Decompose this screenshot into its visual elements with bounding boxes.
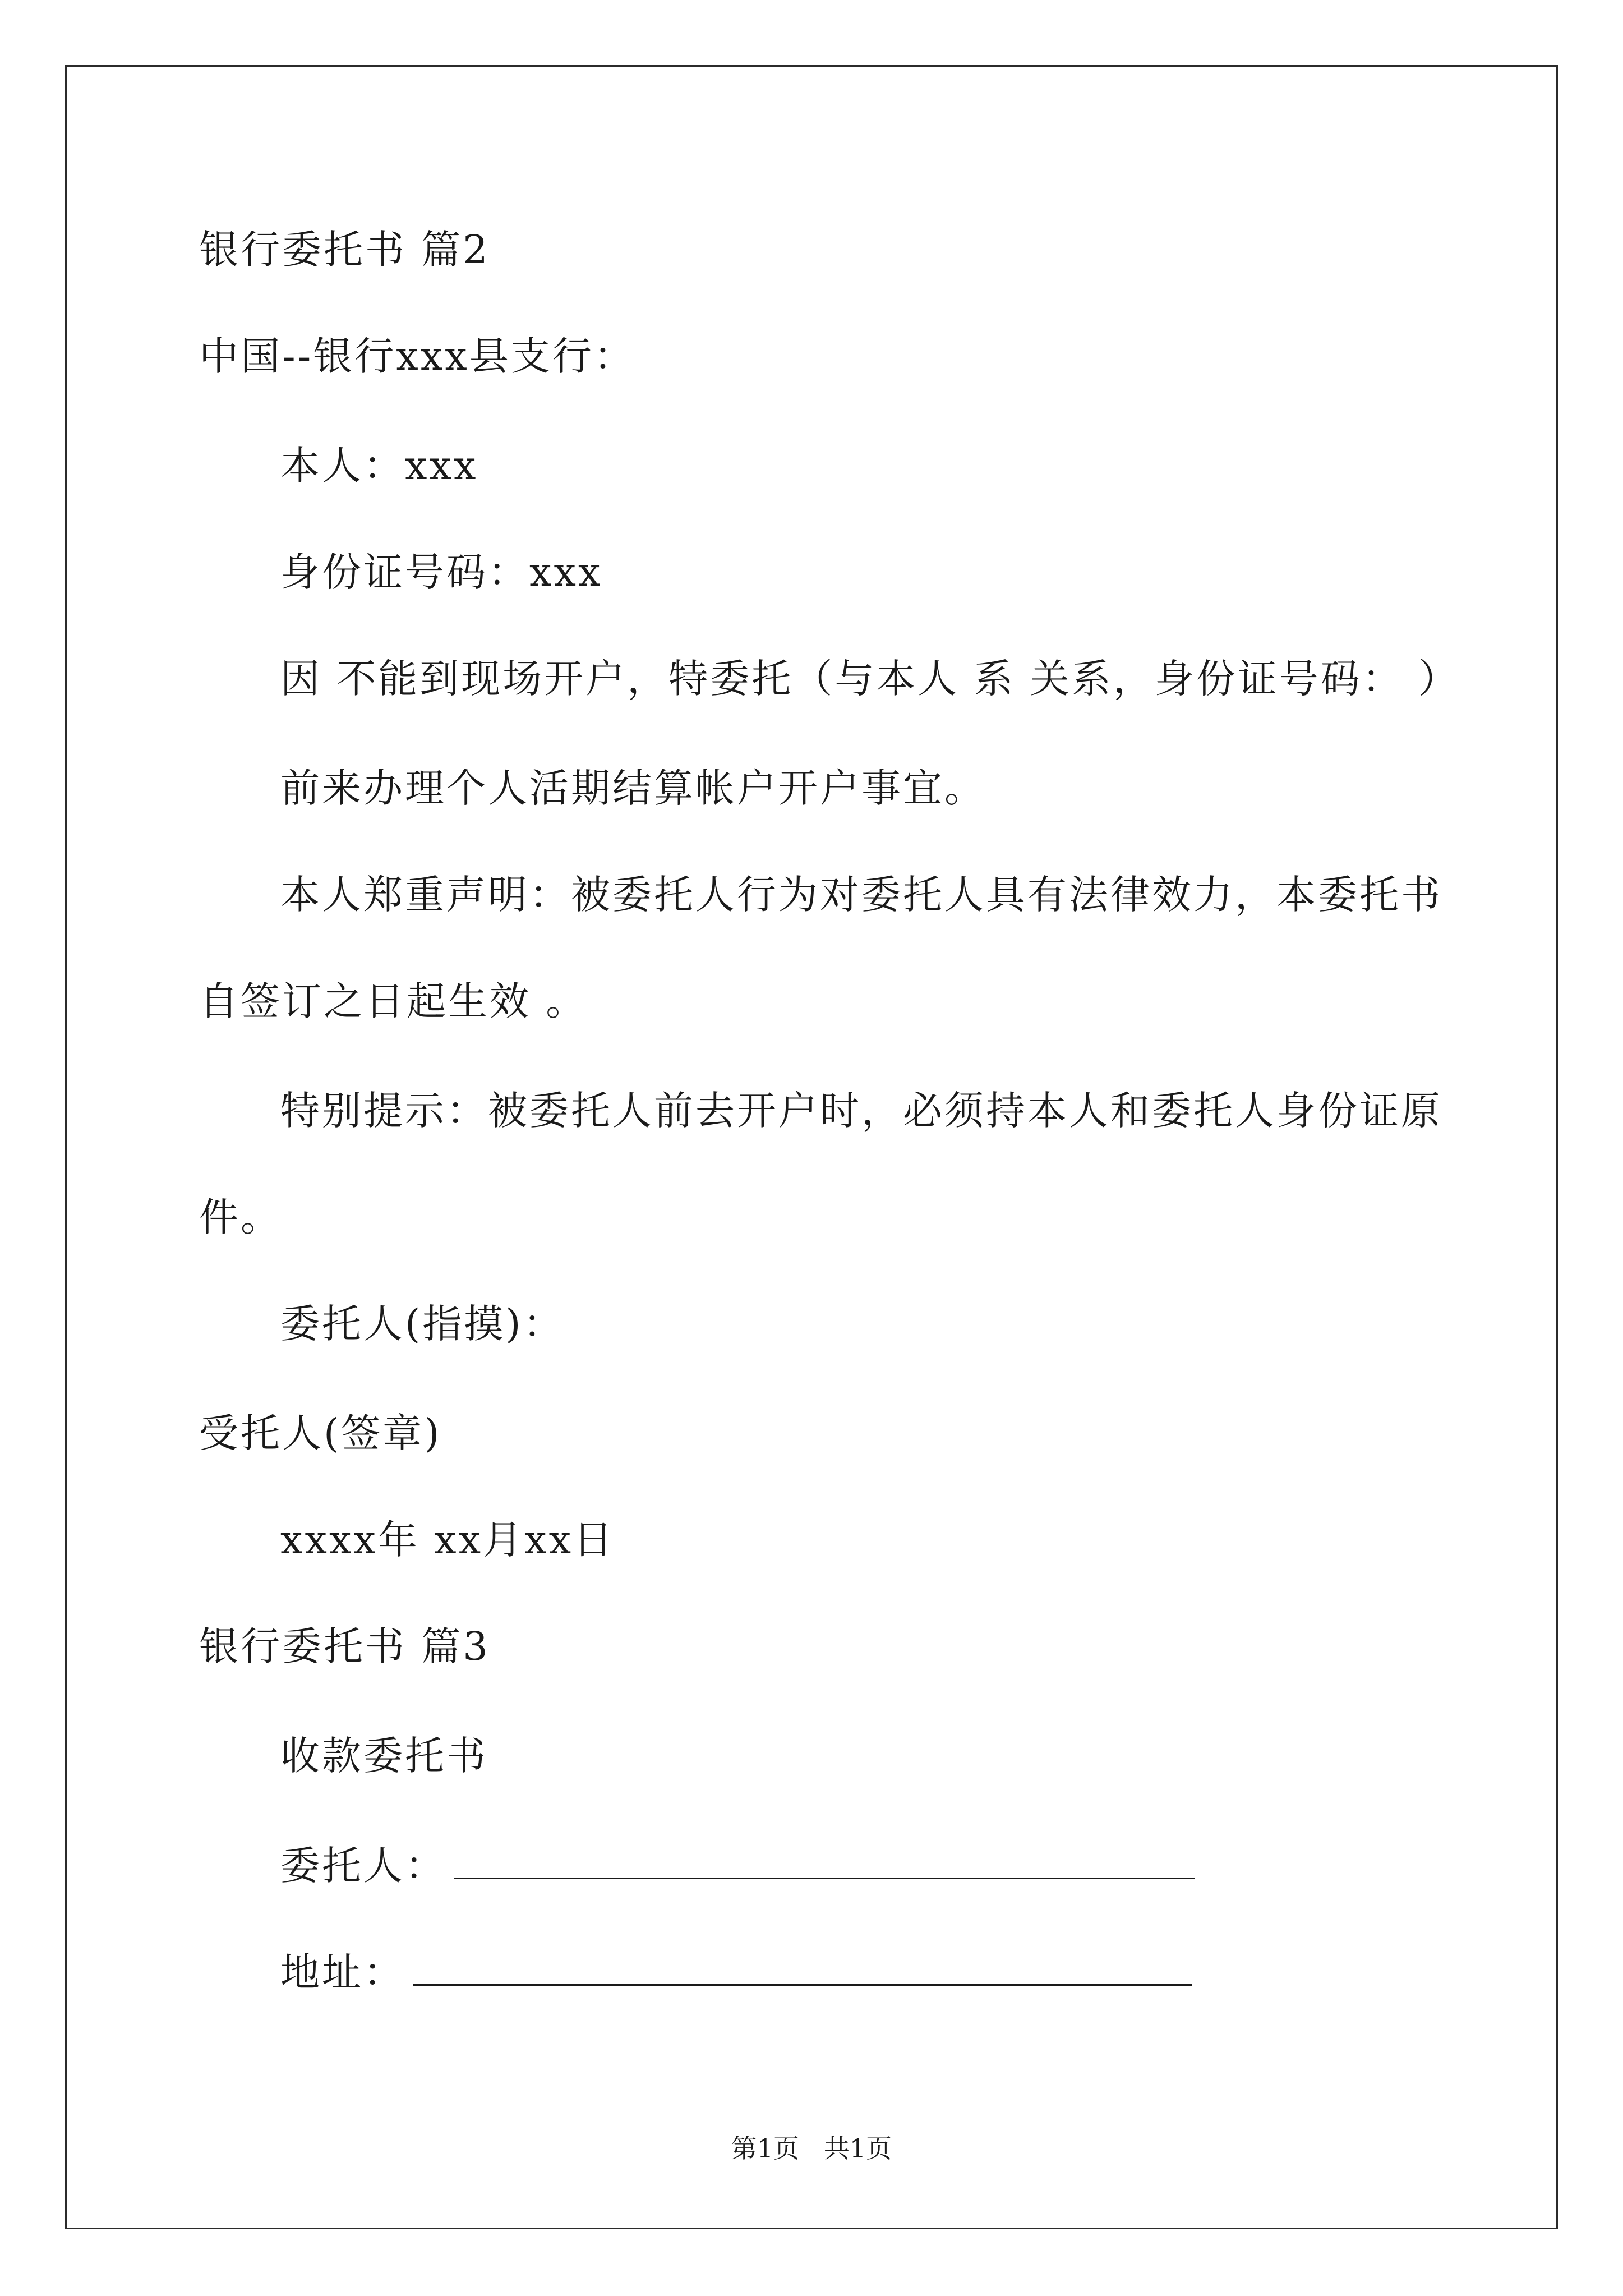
principal-signature-line: 委托人(指摸)： [280,1301,565,1347]
address-field-blank [413,1944,1192,1986]
delegation-reason-line: 因 不能到现场开户，特委托（与本人 系 关系，身份证号码： ） [280,656,1460,702]
notice-line-1: 特别提示：被委托人前去开户时，必须持本人和委托人身份证原 [280,1088,1442,1134]
notice-line-2: 件。 [199,1194,282,1240]
agent-signature-line: 受托人(签章) [199,1410,442,1456]
address-field-label: 地址： [280,1949,405,1995]
principal-name-line: 本人：xxx [280,443,478,489]
page-border [65,65,1558,2229]
principal-field-blank [454,1837,1195,1879]
section-heading-2: 银行委托书 篇2 [199,227,490,273]
declaration-line-1: 本人郑重声明：被委托人行为对委托人具有法律效力，本委托书 [280,872,1442,918]
section-heading-3: 银行委托书 篇3 [199,1623,490,1669]
principal-field-row [280,1837,1195,1891]
purpose-line: 前来办理个人活期结算帐户开户事宜。 [280,765,986,811]
collection-title: 收款委托书 [280,1733,488,1779]
declaration-line-2: 自签订之日起生效 。 [199,978,588,1024]
page-number-footer: 第1页 共1页 [731,2133,892,2164]
date-line: xxxx年 xx月xx日 [280,1517,615,1563]
addressee-line: 中国--银行xxx县支行： [199,333,635,379]
principal-id-line: 身份证号码：xxx [280,549,603,595]
address-field-row [280,1944,1192,1998]
principal-field-label: 委托人： [280,1843,446,1889]
